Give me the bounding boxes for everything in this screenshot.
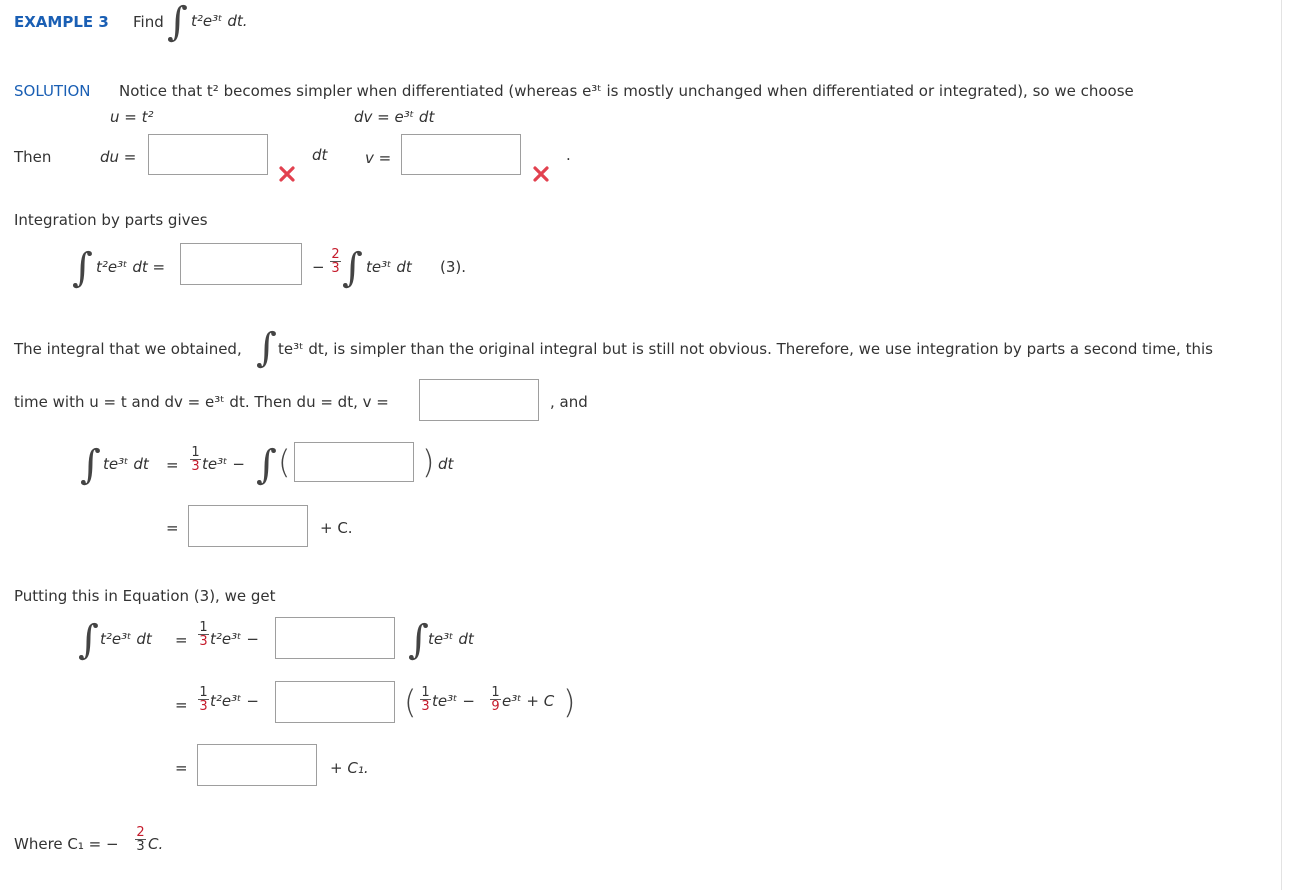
du-answer-input[interactable] bbox=[148, 134, 268, 175]
putting-rhs: te³ᵗ dt bbox=[428, 630, 474, 648]
inner-frac2-den: 9 bbox=[491, 699, 500, 714]
period: . bbox=[566, 146, 571, 164]
inner-fraction-2 bbox=[490, 686, 501, 713]
putting-eq3: = bbox=[175, 759, 188, 777]
open-paren: ( bbox=[404, 683, 417, 721]
second-text-end: , and bbox=[550, 393, 588, 411]
second-eq2: = bbox=[166, 519, 179, 537]
putting-eq: = bbox=[175, 631, 188, 649]
integral-icon: ∫ bbox=[256, 442, 277, 488]
v-label: v = bbox=[365, 149, 392, 167]
putting-eq2: = bbox=[175, 696, 188, 714]
putting-fraction-2 bbox=[198, 686, 209, 713]
second-text-b: te³ᵗ dt, is simpler than the original integral but is still not obvious. Therefore, we use integration by parts a second time, this bbox=[278, 340, 1213, 358]
where-fraction bbox=[135, 826, 146, 853]
wrong-answer-icon bbox=[533, 166, 549, 182]
integral-icon: ∫ bbox=[342, 245, 363, 291]
putting-inner-b: e³ᵗ + C bbox=[502, 692, 555, 710]
ibp-answer-input[interactable] bbox=[180, 243, 302, 285]
putting-inner-a: te³ᵗ − bbox=[432, 692, 475, 710]
integral-icon: ∫ bbox=[256, 325, 277, 371]
du-label: du = bbox=[100, 148, 137, 166]
equation-3-label: (3). bbox=[440, 258, 467, 276]
example-label: EXAMPLE 3 bbox=[14, 13, 109, 31]
second-frac-num: 1 bbox=[191, 445, 200, 460]
ibp-rhs: te³ᵗ dt bbox=[366, 258, 412, 276]
integral-icon: ∫ bbox=[80, 442, 101, 488]
second-text-line2: time with u = t and dv = e³ᵗ dt. Then du = dt, v = bbox=[14, 393, 389, 411]
integral-icon: ∫ bbox=[78, 617, 99, 663]
second-fraction bbox=[190, 446, 201, 473]
integral-icon: ∫ bbox=[72, 245, 93, 291]
close-paren: ) bbox=[563, 683, 576, 721]
second-term: te³ᵗ − bbox=[202, 455, 245, 473]
second-lhs: te³ᵗ dt bbox=[103, 455, 149, 473]
second-frac-den: 3 bbox=[191, 459, 200, 474]
ibp-fraction bbox=[330, 248, 341, 275]
open-paren: ( bbox=[278, 443, 291, 481]
putting-frac-den: 3 bbox=[199, 634, 208, 649]
where-frac-den: 3 bbox=[136, 839, 145, 854]
then-label: Then bbox=[14, 148, 52, 166]
ibp-intro: Integration by parts gives bbox=[14, 211, 208, 229]
second-plus-c: + C. bbox=[320, 519, 353, 537]
panel-border bbox=[1281, 0, 1282, 890]
ibp-frac-num: 2 bbox=[331, 247, 340, 262]
putting-coef-input[interactable] bbox=[275, 617, 395, 659]
second-dt: dt bbox=[438, 455, 454, 473]
putting-frac2-num: 1 bbox=[199, 685, 208, 700]
close-paren: ) bbox=[422, 443, 435, 481]
putting-frac2-den: 3 bbox=[199, 699, 208, 714]
solution-label: SOLUTION bbox=[14, 82, 91, 100]
putting-frac-num: 1 bbox=[199, 620, 208, 635]
v2-answer-input[interactable] bbox=[419, 379, 539, 421]
solution-text: Notice that t² becomes simpler when differentiated (whereas e³ᵗ is mostly unchanged when differentiated or integrated), so we choose bbox=[119, 82, 1134, 100]
integrand-text: t²e³ᵗ dt. bbox=[191, 12, 248, 30]
second-inner-input[interactable] bbox=[294, 442, 414, 482]
inner-frac2-num: 1 bbox=[491, 685, 500, 700]
ibp-lhs: t²e³ᵗ dt = bbox=[96, 258, 166, 276]
inner-frac1-den: 3 bbox=[421, 699, 430, 714]
u-choice: u = t² bbox=[110, 108, 154, 126]
putting-intro: Putting this in Equation (3), we get bbox=[14, 587, 276, 605]
second-text-a: The integral that we obtained, bbox=[14, 340, 242, 358]
dv-choice: dv = e³ᵗ dt bbox=[354, 108, 435, 126]
where-text: Where C₁ = − bbox=[14, 835, 119, 853]
ibp-frac-den: 3 bbox=[331, 261, 340, 276]
find-label: Find bbox=[133, 13, 164, 31]
putting-term2: t²e³ᵗ − bbox=[210, 692, 259, 710]
where-end: C. bbox=[148, 835, 164, 853]
where-frac-num: 2 bbox=[136, 825, 145, 840]
ibp-minus: − bbox=[312, 258, 325, 276]
v-answer-input[interactable] bbox=[401, 134, 521, 175]
putting-term: t²e³ᵗ − bbox=[210, 630, 259, 648]
second-result-input[interactable] bbox=[188, 505, 308, 547]
putting-coef-input-2[interactable] bbox=[275, 681, 395, 723]
putting-final-input[interactable] bbox=[197, 744, 317, 786]
putting-plus-c1: + C₁. bbox=[330, 759, 369, 777]
putting-fraction bbox=[198, 621, 209, 648]
integral-icon: ∫ bbox=[167, 0, 188, 45]
integral-icon: ∫ bbox=[408, 617, 429, 663]
dt-label: dt bbox=[312, 146, 328, 164]
second-eq: = bbox=[166, 456, 179, 474]
inner-frac1-num: 1 bbox=[421, 685, 430, 700]
wrong-answer-icon bbox=[279, 166, 295, 182]
inner-fraction-1 bbox=[420, 686, 431, 713]
putting-lhs: t²e³ᵗ dt bbox=[100, 630, 152, 648]
